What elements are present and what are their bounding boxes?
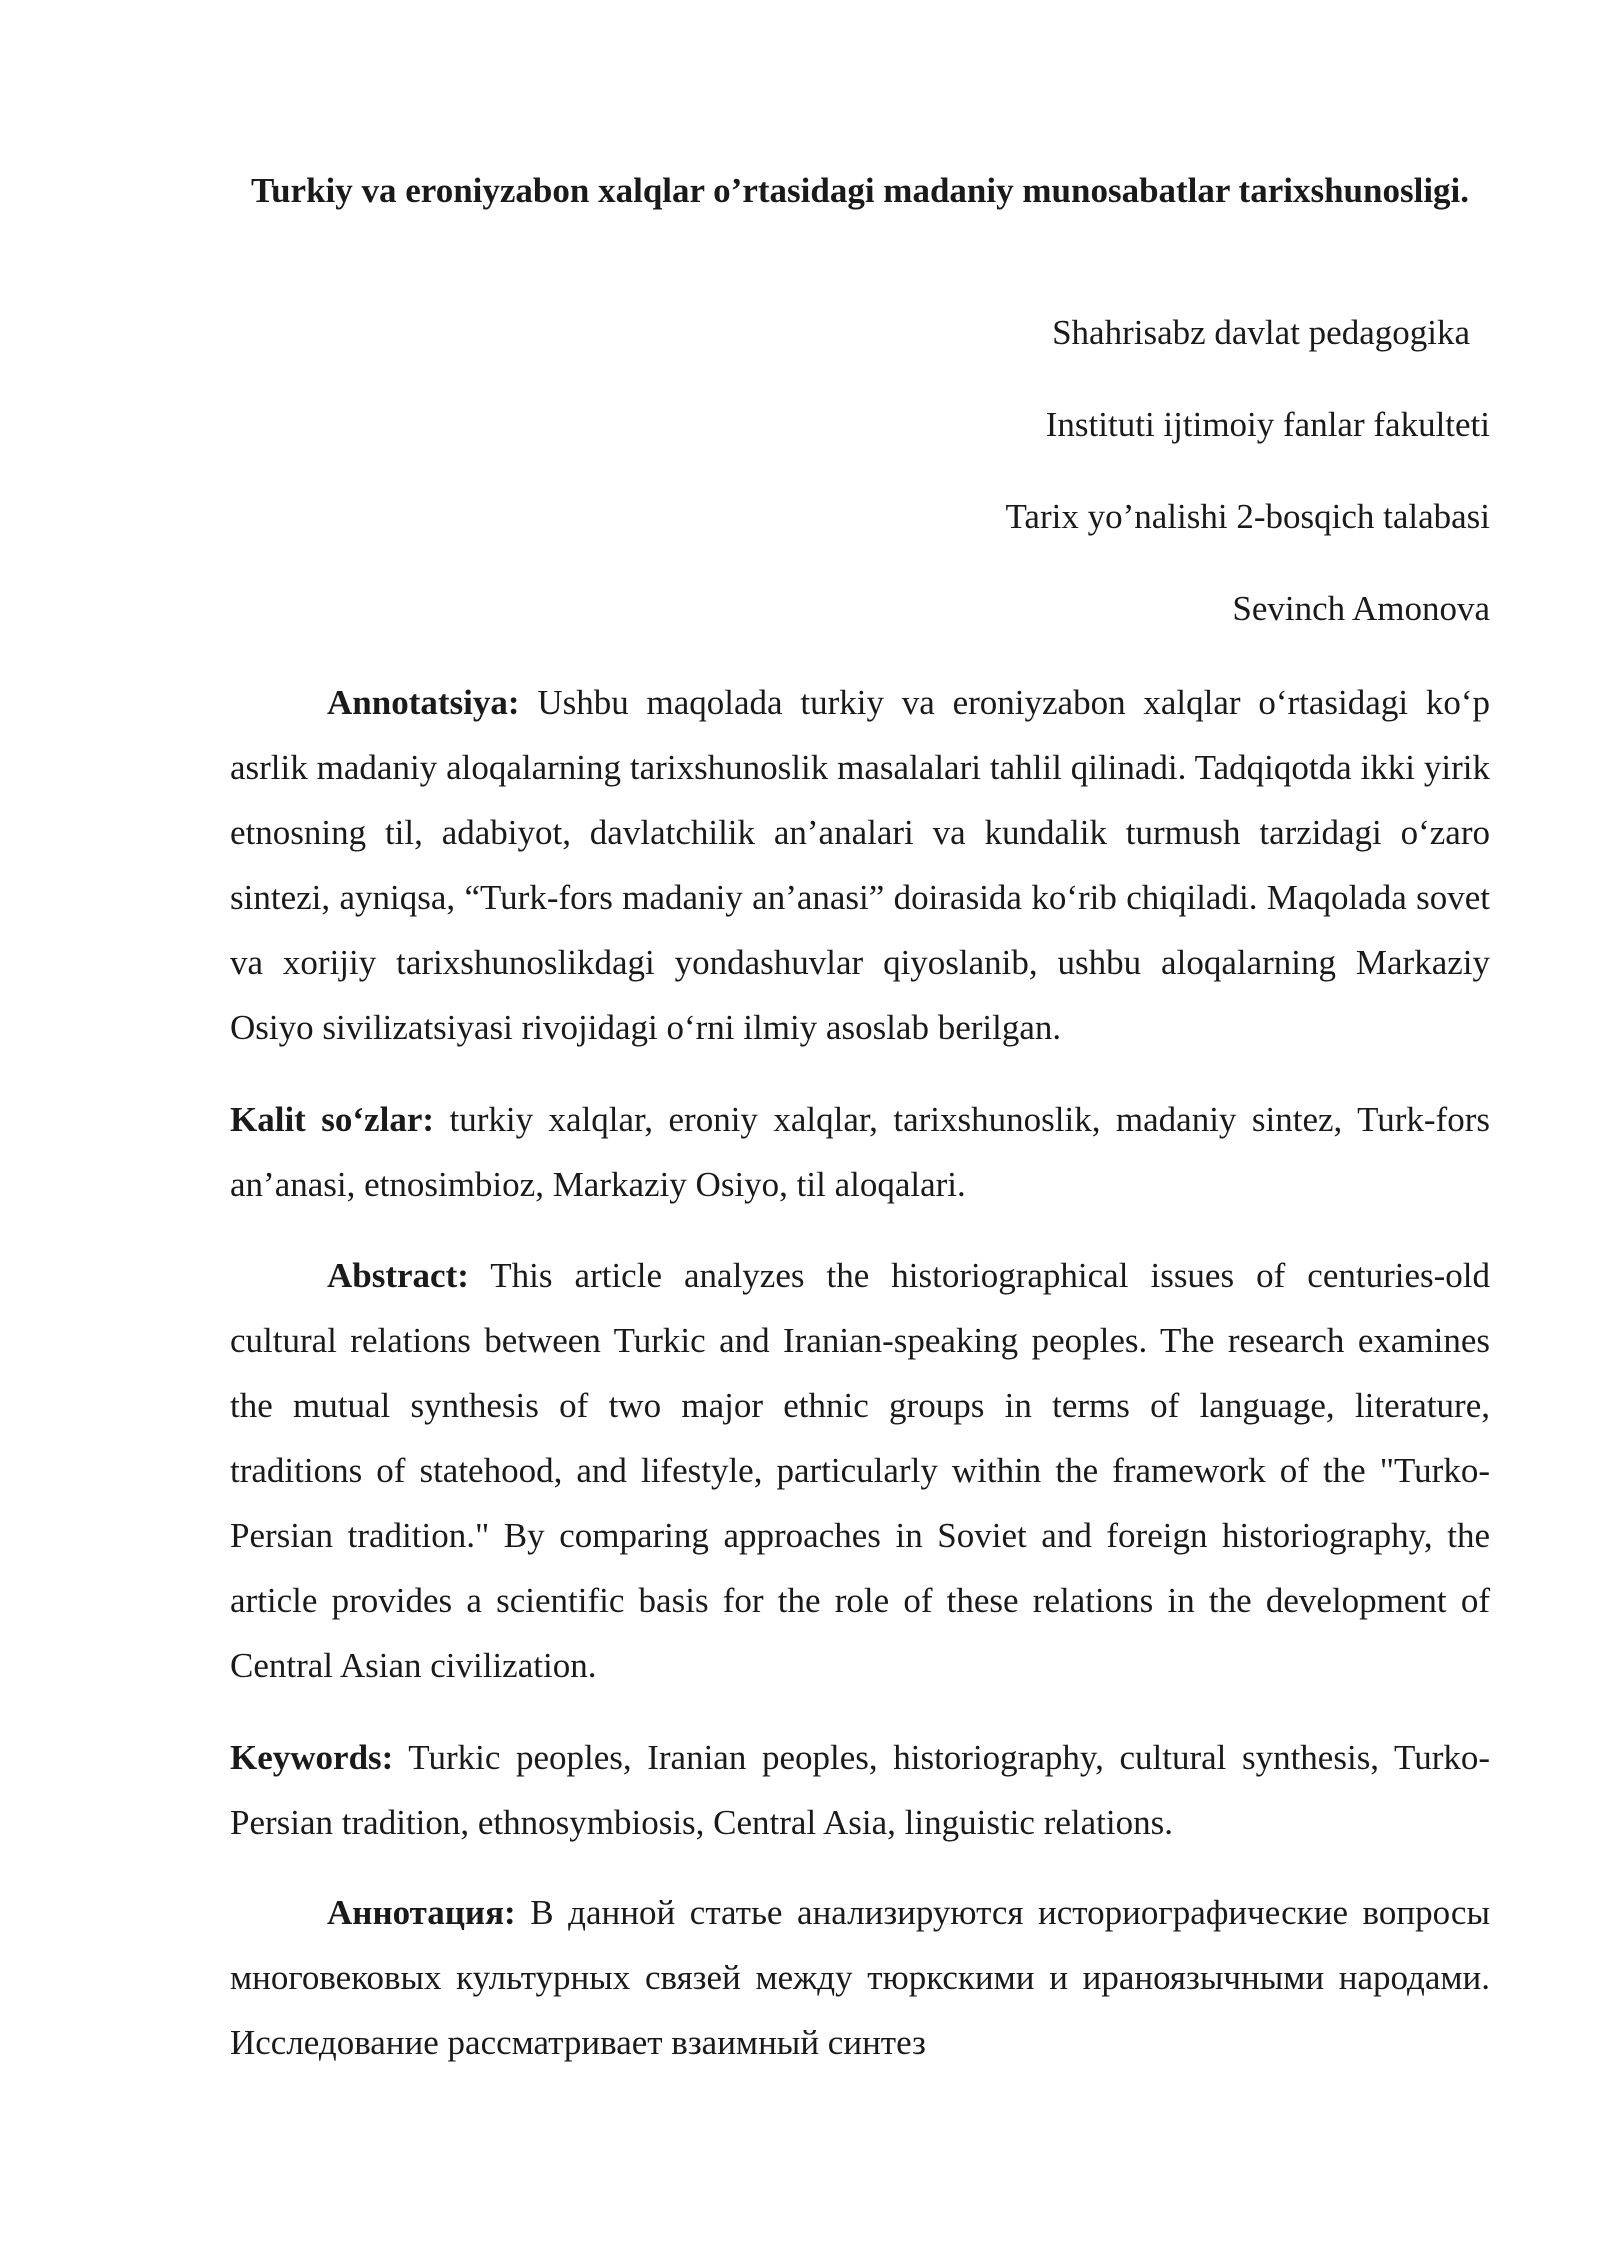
keywords-en-label: Keywords: — [230, 1738, 394, 1777]
annotation-uz-label: Annotatsiya: — [327, 683, 520, 722]
abstract-en — [230, 1243, 1490, 1698]
affiliation-student-level: Tarix yo’nalishi 2-bosqich talabasi — [1005, 497, 1490, 536]
keywords-en-text: Turkic peoples, Iranian peoples, historiography, cultural synthesis, Turko-Persian tradition, ethnosymbiosis, Central Asia, linguistic relations. — [230, 1738, 1490, 1842]
annotation-ru-label: Аннотация: — [327, 1893, 516, 1932]
annotation-uz-text: Ushbu maqolada turkiy va eroniyzabon xalqlar oʻrtasidagi koʻp asrlik madaniy aloqalarning tarixshunoslik masalalari tahlil qilinadi. Tadqiqotda ikki yirik etnosning til, adabiyot, davlatchilik an’analari va kundalik turmush tarzidagi oʻzaro sintezi, ayniqsa, “Turk-fors madaniy an’anasi” doirasida koʻrib chiqiladi. Maqolada sovet va xorijiy tarixshunoslikdagi yondashuvlar qiyoslanib, ushbu aloqalarning Markaziy Osiyo sivilizatsiyasi rivojidagi oʻrni ilmiy asoslab berilgan. — [230, 683, 1490, 1047]
abstract-en-label: Abstract: — [327, 1256, 469, 1295]
annotation-ru-text: В данной статье анализируются историографические вопросы многовековых культурных связей между тюркскими и ираноязычными народами. Исследование рассматривает взаимный синтез — [230, 1893, 1490, 2062]
keywords-uz-label: Kalit soʻzlar: — [230, 1100, 435, 1139]
abstract-en-text: This article analyzes the historiographical issues of centuries-old cultural relations between Turkic and Iranian-speaking peoples. The research examines the mutual synthesis of two major ethnic groups in terms of language, literature, traditions of statehood, and lifestyle, particularly within the framework of the "Turko-Persian tradition." By comparing approaches in Soviet and foreign historiography, the article provides a scientific basis for the role of these relations in the development of Central Asian civilization. — [230, 1256, 1490, 1685]
affiliation-institution: Shahrisabz davlat pedagogika — [1052, 313, 1470, 352]
keywords-uz — [230, 1087, 1490, 1217]
affiliation-faculty: Instituti ijtimoiy fanlar fakulteti — [1045, 405, 1490, 444]
annotation-uz — [230, 670, 1490, 1060]
paper-title: Turkiy va eroniyzabon xalqlar o’rtasidagi madaniy munosabatlar tarixshunosligi. — [250, 171, 1470, 210]
author-name: Sevinch Amonova — [1232, 589, 1490, 628]
keywords-uz-text: turkiy xalqlar, eroniy xalqlar, tarixshunoslik, madaniy sintez, Turk-fors an’anasi, etnosimbioz, Markaziy Osiyo, til aloqalari. — [230, 1100, 1490, 1204]
annotation-ru — [230, 1880, 1490, 2075]
keywords-en — [230, 1725, 1490, 1855]
